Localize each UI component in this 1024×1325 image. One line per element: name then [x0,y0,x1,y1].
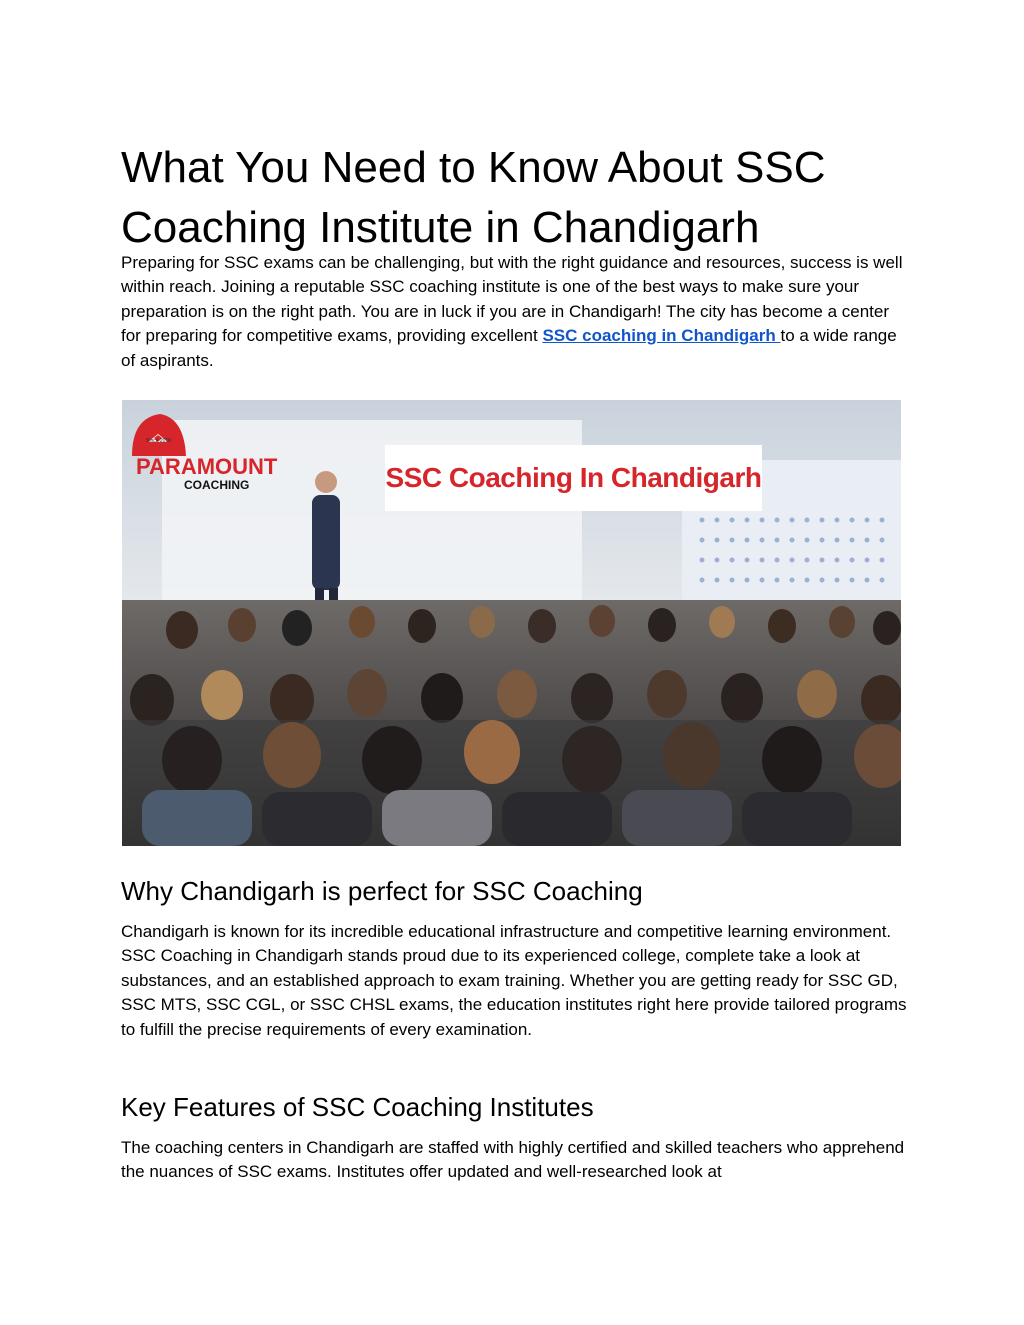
section-heading-why-chandigarh: Why Chandigarh is perfect for SSC Coaching [121,876,643,906]
hero-image [122,400,901,846]
paramount-logo [126,404,278,502]
intro-text-end: to a wide range of aspirants. [121,326,897,370]
section-heading-key-features: Key Features of SSC Coaching Institutes [121,1092,594,1122]
hero-banner: SSC Coaching In Chandigarh [385,445,762,511]
ssc-coaching-link[interactable]: SSC coaching in Chandigarh [542,326,781,346]
logo-tagline: Since 2010 [146,438,172,444]
logo-wordmark: PARAMOUNT [136,454,278,479]
section-body-key-features: The coaching centers in Chandigarh are staffed with highly certified and skilled teachers who apprehend the nuances of SSC exams. Institutes offer updated and well-researched look at [121,1138,905,1182]
section-body-why-chandigarh: Chandigarh is known for its incredible educational infrastructure and competitive learning environment. SSC Coaching in Chandigarh stands proud due to its experienced college, complete take a look at substances, and an established approach to exam training. Whether you are getting ready for SSC GD, SSC MTS, SSC CGL, or SSC CHSL exams, the education institutes right here provide tailored programs to fulfill the precise requirements of every examination. [121,922,907,1039]
logo-subtext: COACHING [184,478,250,492]
intro-text-start: Preparing for SSC exams can be challenging, but with the right guidance and resources, success is well within reach. Joining a reputable SSC coaching institute is one of the best ways to make sure your preparation is on the right path. You are in luck if you are in Chandigarh! The city has become a center for preparing for competitive exams, providing excellent [121,253,903,346]
intro-paragraph [121,251,911,373]
page-title: What You Need to Know About SSC Coaching Institute in Chandigarh [121,143,826,252]
